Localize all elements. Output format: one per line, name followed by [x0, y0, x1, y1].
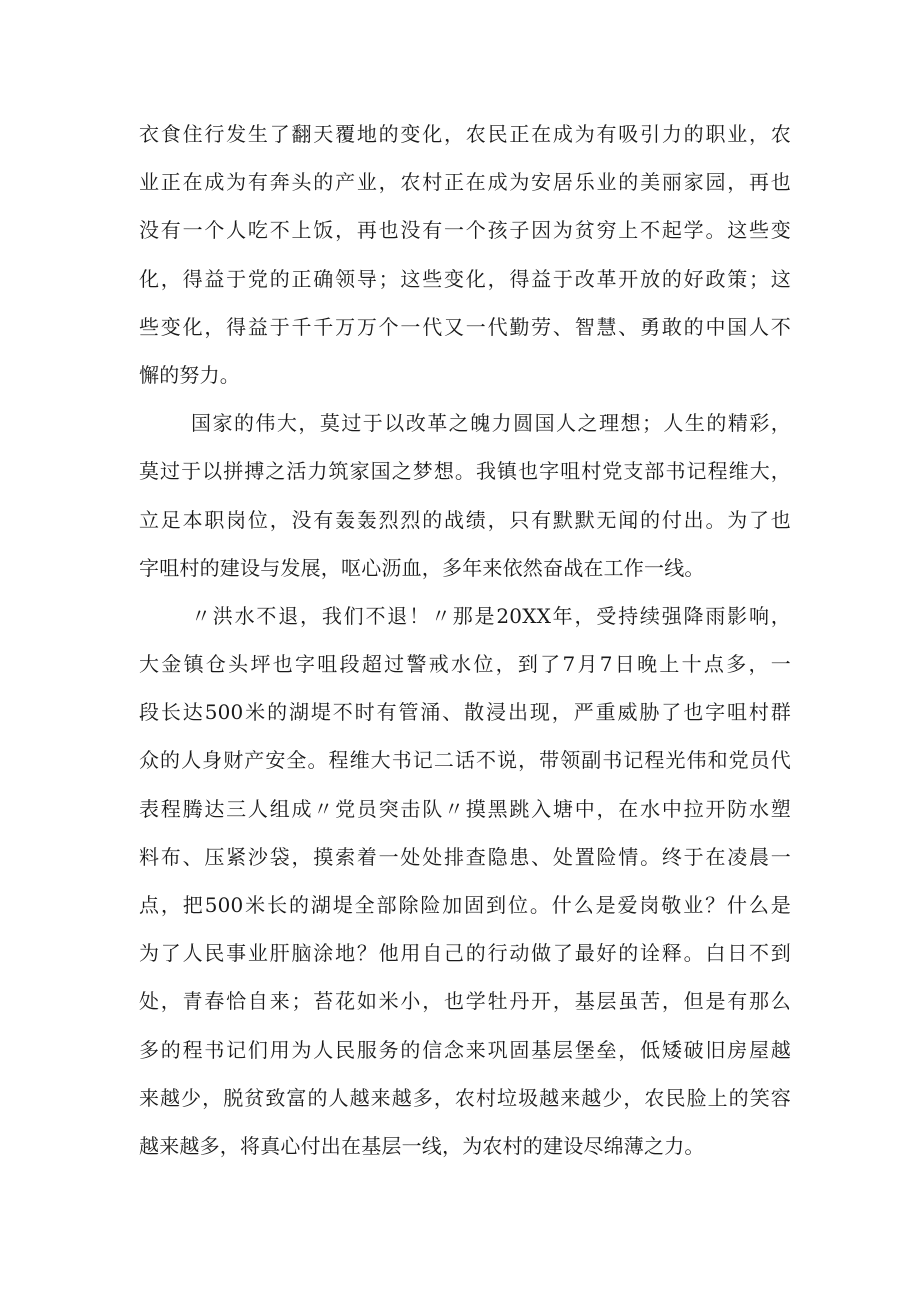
text-line: 些变化，得益于千千万万个一代又一代勤劳、智慧、勇敢的中国人不 [139, 314, 791, 339]
document-body [139, 110, 791, 1170]
paragraph [139, 592, 791, 1170]
text-line: 立足本职岗位，没有轰轰烈烈的战绩，只有默默无闻的付出。为了也 [139, 507, 791, 532]
text-line: 众的人身财产安全。程维大书记二话不说，带领副书记程光伟和党员代 [139, 748, 791, 773]
text-line: 莫过于以拼搏之活力筑家国之梦想。我镇也字咀村党支部书记程维大， [139, 459, 791, 484]
text-line: 没有一个人吃不上饭，再也没有一个孩子因为贫穷上不起学。这些变 [139, 218, 791, 243]
text-line: 料布、压紧沙袋，摸索着一处处排查隐患、处置险情。终于在凌晨一 [139, 844, 791, 869]
text-line: 〃洪水不退，我们不退！〃那是20XX年，受持续强降雨影响， [191, 603, 791, 628]
text-line: 为了人民事业肝脑涂地？他用自己的行动做了最好的诠释。白日不到 [139, 941, 791, 966]
text-line: 字咀村的建设与发展，呕心沥血，多年来依然奋战在工作一线。 [139, 555, 705, 580]
text-line: 表程腾达三人组成〃党员突击队〃摸黑跳入塘中，在水中拉开防水塑 [139, 796, 791, 821]
text-line: 越来越多，将真心付出在基层一线，为农村的建设尽绵薄之力。 [139, 1133, 705, 1158]
text-line: 大金镇仓头坪也字咀段超过警戒水位，到了7月7日晚上十点多，一 [139, 652, 791, 677]
text-line: 处，青春恰自来；苔花如米小，也学牡丹开，基层虽苦，但是有那么 [139, 989, 791, 1014]
text-line: 化，得益于党的正确领导；这些变化，得益于改革开放的好政策；这 [139, 266, 791, 291]
text-line: 国家的伟大，莫过于以改革之魄力圆国人之理想；人生的精彩， [191, 411, 791, 436]
text-line: 懈的努力。 [139, 362, 240, 387]
text-line: 点，把500米长的湖堤全部除险加固到位。什么是爱岗敬业？什么是 [139, 893, 791, 917]
paragraph [139, 399, 791, 592]
text-line: 衣食住行发生了翻天覆地的变化，农民正在成为有吸引力的职业，农 [139, 122, 791, 146]
text-line: 段长达500米的湖堤不时有管涌、散浸出现，严重威胁了也字咀村群 [139, 700, 791, 725]
text-line: 来越少，脱贫致富的人越来越多，农村垃圾越来越少，农民脸上的笑容 [139, 1085, 791, 1110]
paragraph [139, 110, 791, 399]
text-line: 多的程书记们用为人民服务的信念来巩固基层堡垒，低矮破旧房屋越 [139, 1037, 791, 1062]
text-line: 业正在成为有奔头的产业，农村正在成为安居乐业的美丽家园，再也 [139, 170, 791, 195]
